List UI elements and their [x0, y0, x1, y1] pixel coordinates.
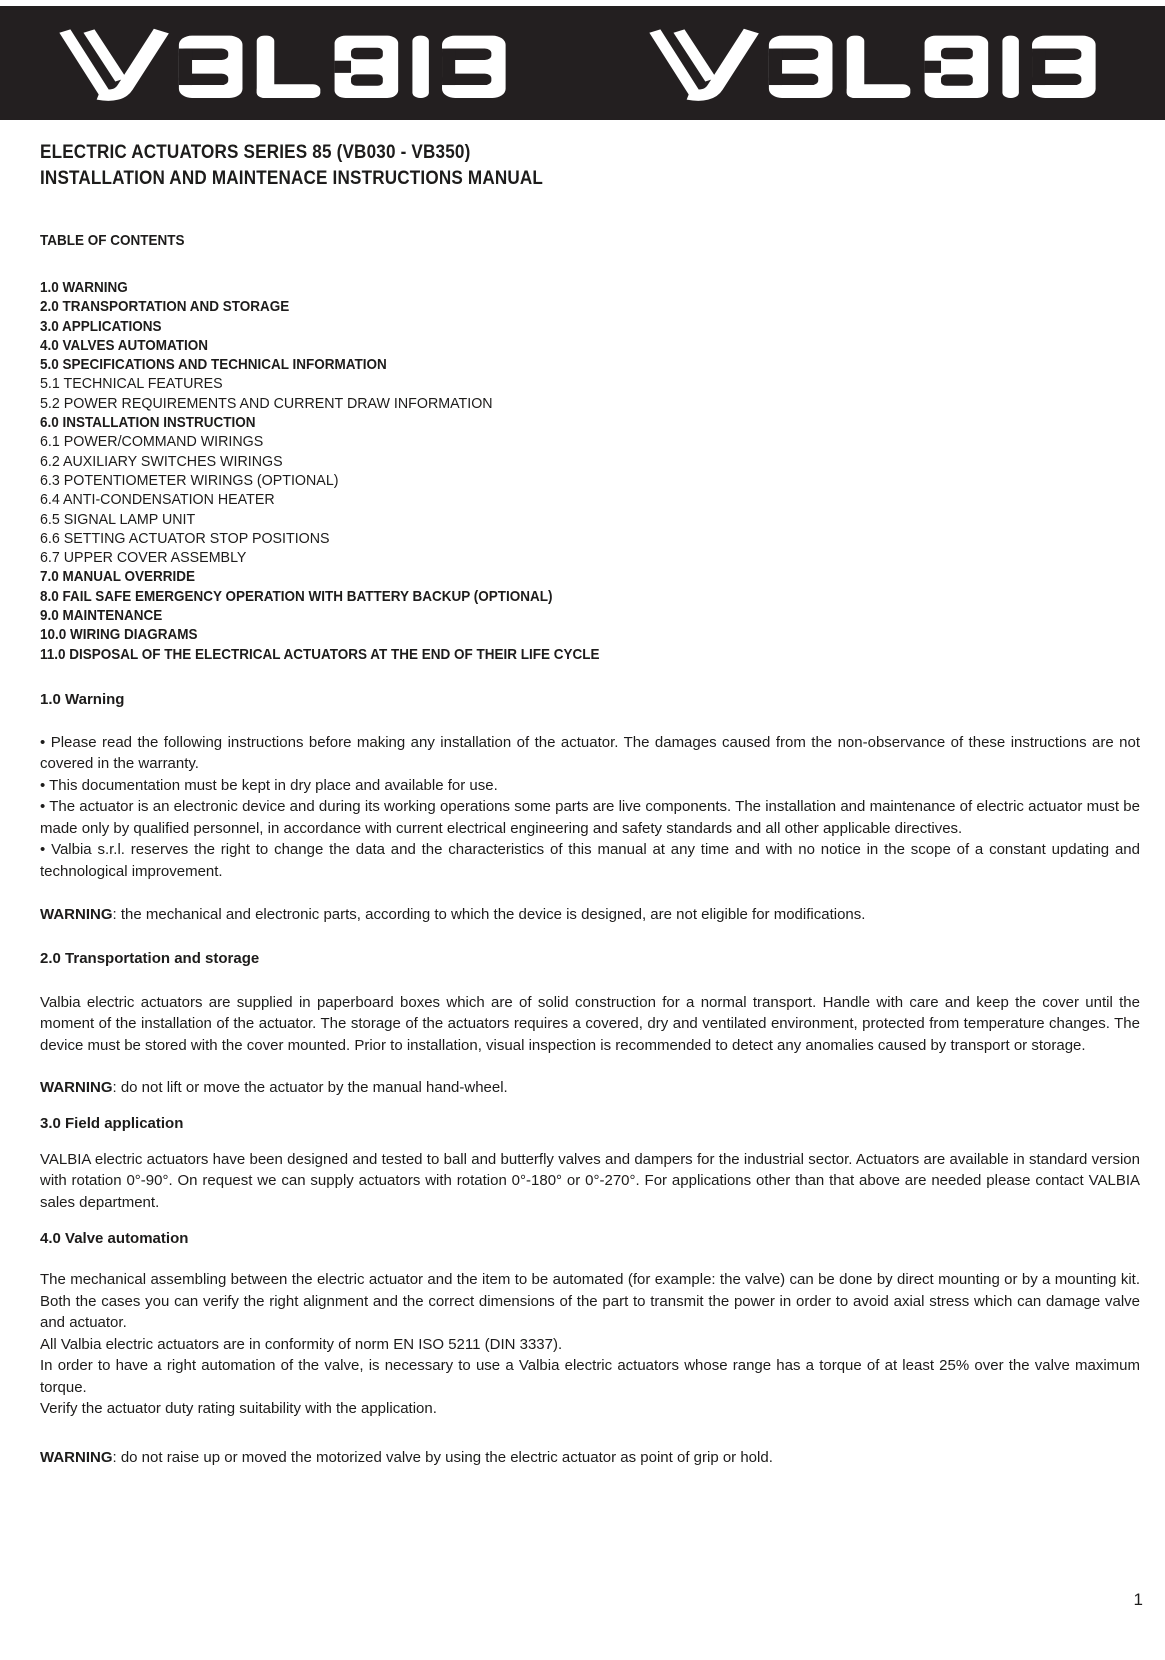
warning-note	[40, 1077, 1140, 1099]
document-content	[0, 140, 1165, 1468]
header-banner	[0, 6, 1165, 120]
bullet-list	[40, 732, 1140, 883]
toc-list	[40, 278, 1140, 664]
warning-note	[40, 904, 1140, 926]
warning-text: : do not raise up or moved the motorized valve by using the electric actuator as point of grip or hold.	[112, 1448, 773, 1466]
toc-item: 6.3 POTENTIOMETER WIRINGS (OPTIONAL)	[40, 471, 339, 489]
toc-item: 6.2 AUXILIARY SWITCHES WIRINGS	[40, 452, 283, 470]
valbia-logo	[645, 25, 1100, 101]
warning-text: : do not lift or move the actuator by the manual hand-wheel.	[112, 1079, 508, 1097]
page-number: 1	[1133, 1590, 1143, 1609]
toc-item: 7.0 MANUAL OVERRIDE	[40, 568, 196, 586]
section-heading: 1.0 Warning	[40, 690, 125, 708]
warning-label: WARNING	[40, 1079, 113, 1097]
section-field-application	[40, 1113, 1140, 1214]
section-heading: 4.0 Valve automation	[40, 1230, 189, 1248]
section-paragraph: In order to have a right automation of the valve, is necessary to use a Valbia electric actuators whose range has a torque of at least 25% over the valve maximum torque.	[40, 1357, 1140, 1396]
warning-label: WARNING	[40, 906, 113, 924]
section-valve-automation	[40, 1228, 1140, 1468]
bullet-item: • Valbia s.r.l. reserves the right to change the data and the characteristics of this manual at any time and with no notice in the scope of a constant updating and technological improvement.	[40, 841, 1140, 880]
toc-item: 10.0 WIRING DIAGRAMS	[40, 626, 198, 644]
title-line-1: ELECTRIC ACTUATORS SERIES 85 (VB030 - VB350)	[40, 142, 471, 163]
warning-label: WARNING	[40, 1448, 113, 1466]
bullet-item: • Please read the following instructions before making any installation of the actuator. The damages caused from the non-observance of these instructions are not covered in the warranty.	[40, 733, 1140, 773]
valbia-logo	[55, 25, 510, 101]
section-paragraph: Verify the actuator duty rating suitability with the application.	[40, 1400, 437, 1418]
toc-item: 6.0 INSTALLATION INSTRUCTION	[40, 414, 256, 432]
toc-item: 5.2 POWER REQUIREMENTS AND CURRENT DRAW INFORMATION	[40, 394, 493, 412]
bullet-item: • The actuator is an electronic device and during its working operations some parts are live components. The installation and maintenance of electric actuator must be made only by qualified personnel, in accordance with current electrical engineering and safety standards and all other applicable directives.	[40, 798, 1140, 837]
toc-item: 4.0 VALVES AUTOMATION	[40, 336, 209, 354]
section-transportation-storage	[40, 948, 1140, 1099]
toc-item: 5.1 TECHNICAL FEATURES	[40, 375, 223, 393]
section-paragraph: Valbia electric actuators are supplied in paperboard boxes which are of solid construction for a normal transport. Handle with care and keep the cover until the moment of the installation of the actuator. The storage of the actuators requires a covered, dry and ventilated environment, protected from temperature changes. The device must be stored with the cover mounted. Prior to installation, visual inspection is recommended to detect any anomalies caused by transport or storage.	[40, 993, 1140, 1054]
toc-item: 9.0 MAINTENANCE	[40, 607, 163, 625]
bullet-item: • This documentation must be kept in dry place and available for use.	[40, 776, 498, 794]
toc-item: 8.0 FAIL SAFE EMERGENCY OPERATION WITH BATTERY BACKUP (OPTIONAL)	[40, 587, 553, 605]
warning-text: : the mechanical and electronic parts, according to which the device is designed, are not eligible for modifications.	[112, 906, 866, 924]
toc-item: 6.1 POWER/COMMAND WIRINGS	[40, 433, 264, 451]
toc-item: 5.0 SPECIFICATIONS AND TECHNICAL INFORMATION	[40, 356, 387, 374]
section-heading: 3.0 Field application	[40, 1114, 184, 1132]
toc-item: 1.0 WARNING	[40, 279, 128, 296]
toc-item: 6.5 SIGNAL LAMP UNIT	[40, 510, 196, 528]
paragraph-group	[40, 1269, 1140, 1420]
section-paragraph: The mechanical assembling between the electric actuator and the item to be automated (for example: the valve) can be done by direct mounting or by a mounting kit. Both the cases you can verify the right alignment and the correct dimensions of the part to transmit the power in order to avoid axial stress which can damage valve and actuator.	[40, 1271, 1140, 1332]
document-title	[40, 140, 1030, 192]
warning-note	[40, 1447, 1140, 1469]
toc-item: 3.0 APPLICATIONS	[40, 317, 162, 335]
toc-item: 11.0 DISPOSAL OF THE ELECTRICAL ACTUATORS AT THE END OF THEIR LIFE CYCLE	[40, 645, 600, 663]
section-paragraph: VALBIA electric actuators have been designed and tested to ball and butterfly valves and dampers for the industrial sector. Actuators are available in standard version with rotation 0°-90°. On request we can supply actuators with rotation 0°-180° or 0°-270°. For applications other than that above are needed please contact VALBIA sales department.	[40, 1150, 1140, 1211]
title-line-2: INSTALLATION AND MAINTENACE INSTRUCTIONS MANUAL	[40, 168, 544, 189]
toc-heading: TABLE OF CONTENTS	[40, 232, 185, 249]
valbia-logo-graphic	[55, 25, 510, 101]
valbia-logo-graphic	[645, 25, 1100, 101]
toc-item: 2.0 TRANSPORTATION AND STORAGE	[40, 298, 290, 316]
section-heading: 2.0 Transportation and storage	[40, 949, 260, 967]
section-warning	[40, 689, 1140, 926]
toc-item: 6.7 UPPER COVER ASSEMBLY	[40, 549, 247, 567]
toc-item: 6.6 SETTING ACTUATOR STOP POSITIONS	[40, 529, 330, 547]
manual-page	[0, 6, 1165, 1609]
section-paragraph: All Valbia electric actuators are in conformity of norm EN ISO 5211 (DIN 3337).	[40, 1335, 563, 1353]
toc-item: 6.4 ANTI-CONDENSATION HEATER	[40, 491, 275, 509]
